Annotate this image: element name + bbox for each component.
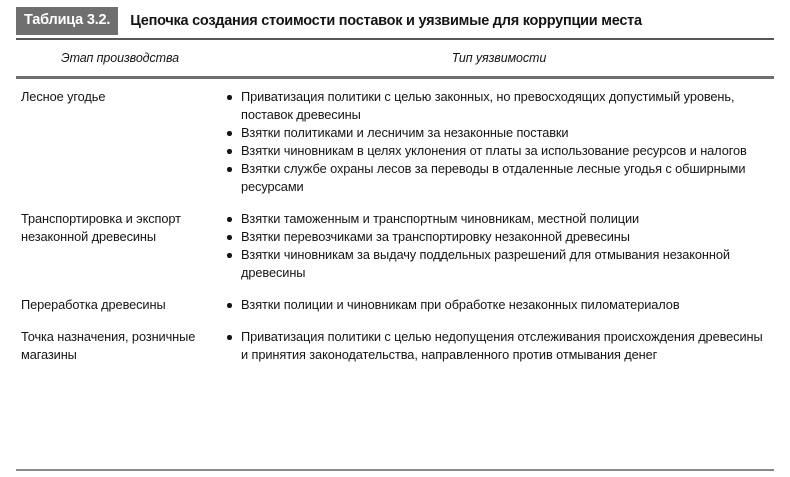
table-body [16,79,774,364]
vulnerability-cell [224,88,774,196]
vulnerability-cell [224,210,774,282]
list-item: Взятки службе охраны лесов за переводы в отдаленные лесные угодья с обширными ресурсами [224,160,770,196]
vulnerability-cell [224,296,774,314]
vulnerability-list [224,210,770,282]
table-row [16,296,774,314]
table-header-row [16,40,774,76]
column-header-stage: Этап производства [61,51,179,65]
stage-cell: Точка назначения, розничные магазины [21,329,196,362]
table-number-badge: Таблица 3.2. [16,7,118,35]
list-item: Взятки чиновникам в целях уклонения от платы за использование ресурсов и налогов [224,142,770,160]
table-bottom-rule [16,469,774,471]
vulnerability-list [224,296,770,314]
list-item: Приватизация политики с целью недопущения отслеживания происхождения древесины и принятия законодательства, направленного против отмывания денег [224,328,770,364]
vulnerability-cell [224,328,774,364]
column-header-vulnerability: Тип уязвимости [451,51,547,65]
vulnerability-list [224,328,770,364]
table-caption [16,7,774,35]
stage-cell: Лесное угодье [21,89,106,104]
table-row [16,328,774,364]
list-item: Взятки таможенным и транспортным чиновникам, местной полиции [224,210,770,228]
list-item: Взятки полиции и чиновникам при обработке незаконных пиломатериалов [224,296,770,314]
list-item: Взятки перевозчиками за транспортировку незаконной древесины [224,228,770,246]
list-item: Взятки чиновникам за выдачу поддельных разрешений для отмывания незаконной древесины [224,246,770,282]
stage-cell: Переработка древесины [21,297,166,312]
vulnerability-list [224,88,770,196]
stage-cell: Транспортировка и экспорт незаконной древесины [21,211,181,244]
table-row [16,210,774,282]
table-title: Цепочка создания стоимости поставок и уязвимые для коррупции места [130,13,642,29]
list-item: Взятки политиками и лесничим за незаконные поставки [224,124,770,142]
list-item: Приватизация политики с целью законных, но превосходящих допустимый уровень, поставок древесины [224,88,770,124]
table-row [16,88,774,196]
table-figure [0,7,790,477]
